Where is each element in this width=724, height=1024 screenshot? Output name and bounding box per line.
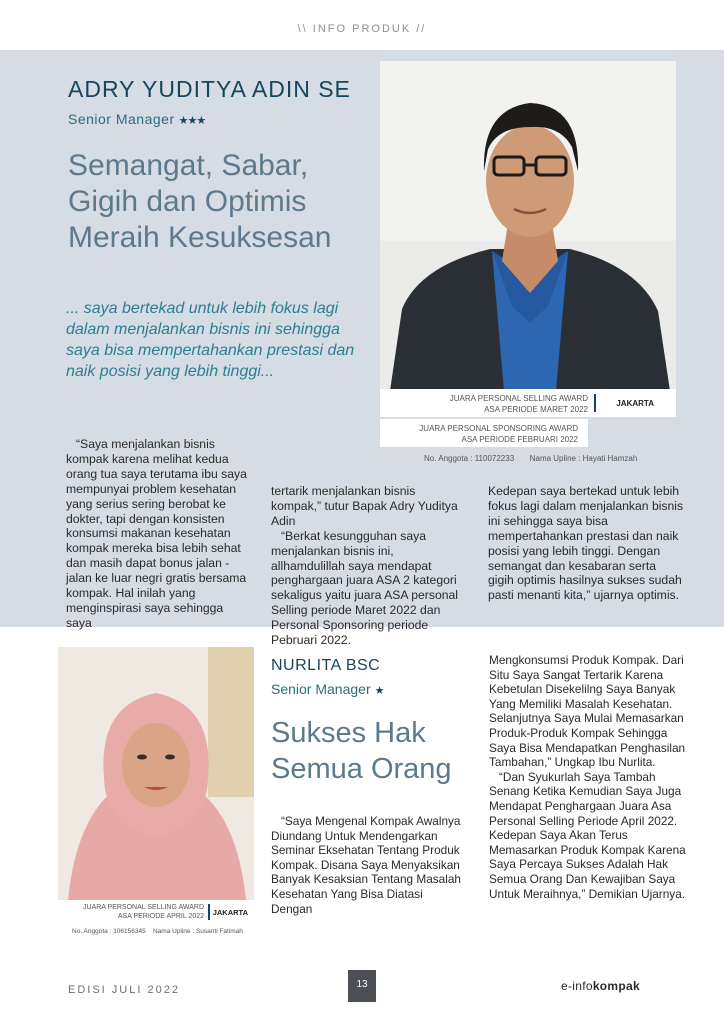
profile1-award1-line1: JUARA PERSONAL SELLING AWARD — [449, 394, 588, 403]
profile1-paragraph1: “Saya menjalankan bisnis kompak karena melihat kedua orang tua saya terutama ibu saya mempunyai problem kesehatan yang serius sering berobat ke dokter, tapi dengan konsisten konsumsi makanan kesehatan kompak mereka bisa lebih sehat dan masih dapat bonus jalan -jalan ke luar negri gratis bersama kompak. Hal inilah yang menginspirasi saya sehingga saya — [66, 437, 247, 630]
profile1-award-sponsoring — [380, 419, 588, 447]
profile1-body-col3 — [488, 484, 684, 603]
profile1-upline: Nama Upline : Hayati Hamzah — [529, 454, 638, 463]
profile1-headline: Semangat, Sabar, Gigih dan Optimis Meraih Kesuksesan — [68, 149, 332, 254]
profile1-meta — [424, 454, 637, 463]
brand-bold: kompak — [592, 979, 640, 993]
profile1-member-no: No. Anggota : 110072233 — [424, 454, 515, 463]
profile2-body-col2 — [489, 653, 689, 901]
page-number: 13 — [356, 979, 368, 990]
profile2-role-text: Senior Manager — [271, 681, 371, 697]
profile2-award — [58, 900, 254, 924]
profile1-paragraph4: Kedepan saya bertekad untuk lebih fokus lagi dalam menjalankan bisnis ini sehingga saya bisa mempertahankan prestasi dan naik posisi yang lebih tinggi. Dengan semangat dan kesabaran serta gigih optimis hasilnya sukses sudah pasti menanti kita,” ujarnya optimis. — [488, 484, 684, 603]
profile1-role — [68, 111, 205, 127]
profile1-name: ADRY YUDITYA ADIN SE — [68, 76, 351, 102]
brand-prefix: e-info — [561, 979, 593, 993]
profile2-meta — [72, 928, 243, 935]
profile2-photo — [58, 647, 254, 901]
portrait-woman-icon — [58, 647, 254, 901]
profile2-body-col1 — [271, 814, 461, 916]
award-divider — [594, 394, 596, 412]
profile2-stars: ★ — [374, 685, 384, 697]
profile1-body-col2 — [271, 484, 467, 648]
profile1-paragraph2: tertarik menjalankan bisnis kompak,” tutur Bapak Adry Yuditya Adin — [271, 484, 458, 528]
profile2-role — [271, 681, 384, 697]
profile2-award-text — [83, 903, 204, 921]
profile1-photo — [380, 61, 676, 391]
profile1-role-text: Senior Manager — [68, 111, 175, 127]
profile2-city: JAKARTA — [212, 908, 248, 917]
profile2-name: NURLITA BSC — [271, 657, 381, 674]
profile1-stars: ★★★ — [178, 115, 206, 127]
section-label: \\ INFO PRODUK // — [297, 23, 427, 35]
profile1-award1-line2: ASA PERIODE MARET 2022 — [484, 405, 588, 414]
profile1-body-col1 — [66, 437, 252, 631]
profile1-award2-line2: ASA PERIODE FEBRUARI 2022 — [461, 435, 578, 444]
profile1-paragraph3: “Berkat kesungguhan saya menjalankan bisnis ini, allhamdulillah saya mendapat penghargaan juara ASA 2 kategori sekaligus yaitu juara ASA personal Selling periode Maret 2022 dan Personal Sponsoring periode Pebruari 2022. — [271, 528, 458, 648]
profile1-award2-line1: JUARA PERSONAL SPONSORING AWARD — [419, 424, 578, 433]
profile2-award-line1: JUARA PERSONAL SELLING AWARD — [83, 904, 204, 911]
portrait-man-icon — [380, 61, 676, 391]
edition-label: EDISI JULI 2022 — [68, 984, 180, 996]
profile2-headline: Sukses Hak Semua Orang — [271, 717, 452, 785]
profile1-pull-quote: ... saya bertekad untuk lebih fokus lagi dalam menjalankan bisnis ini sehingga saya bisa mempertahankan prestasi dan naik posisi yang lebih tinggi... — [66, 300, 355, 380]
profile1-award-sponsoring-text — [419, 423, 578, 445]
profile1-award-selling — [380, 389, 676, 417]
award-divider — [208, 904, 210, 920]
brand-logo — [561, 979, 640, 993]
profile1-award-selling-text — [450, 393, 588, 415]
profile2-paragraph3: “Dan Syukurlah Saya Tambah Senang Ketika Kemudian Saya Juga Mendapat Penghargaan Juara Asa Personal Selling Periode April 2022. Kedepan Saya Akan Terus Memasarkan Produk Kompak Karena Saya Percaya Sukses Adalah Hak Semua Orang Dan Kewajiban Saya Untuk Meraihnya,” Demikian Ujarnya. — [489, 769, 686, 901]
profile2-member-no: No. Anggota : 106156345 — [72, 928, 146, 935]
profile2-upline: Nama Upline : Susanti Fatimah — [152, 928, 243, 935]
profile2-paragraph2: Mengkonsumsi Produk Kompak. Dari Situ Saya Sangat Tertarik Karena Kebetulan Disekelilng Saya Banyak Yang Memiliki Masalah Kesehatan. Selanjutnya Saya Mulai Memasarkan Produk-Produk Kompak Sehingga Saya Bisa Mendapatkan Penghasilan Tambahan,” Ungkap Ibu Nurlita. — [489, 653, 686, 770]
profile2-award-line2: ASA PERIODE APRIL 2022 — [117, 913, 204, 920]
profile2-paragraph1: “Saya Mengenal Kompak Awalnya Diundang Untuk Mendengarkan Seminar Eksehatan Tentang Produk Kompak. Disana Saya Menyaksikan Banyak Kesaksian Tentang Masalah Kesehatan Yang Bisa Diatasi Dengan — [271, 814, 461, 916]
profile1-city: JAKARTA — [616, 399, 654, 408]
